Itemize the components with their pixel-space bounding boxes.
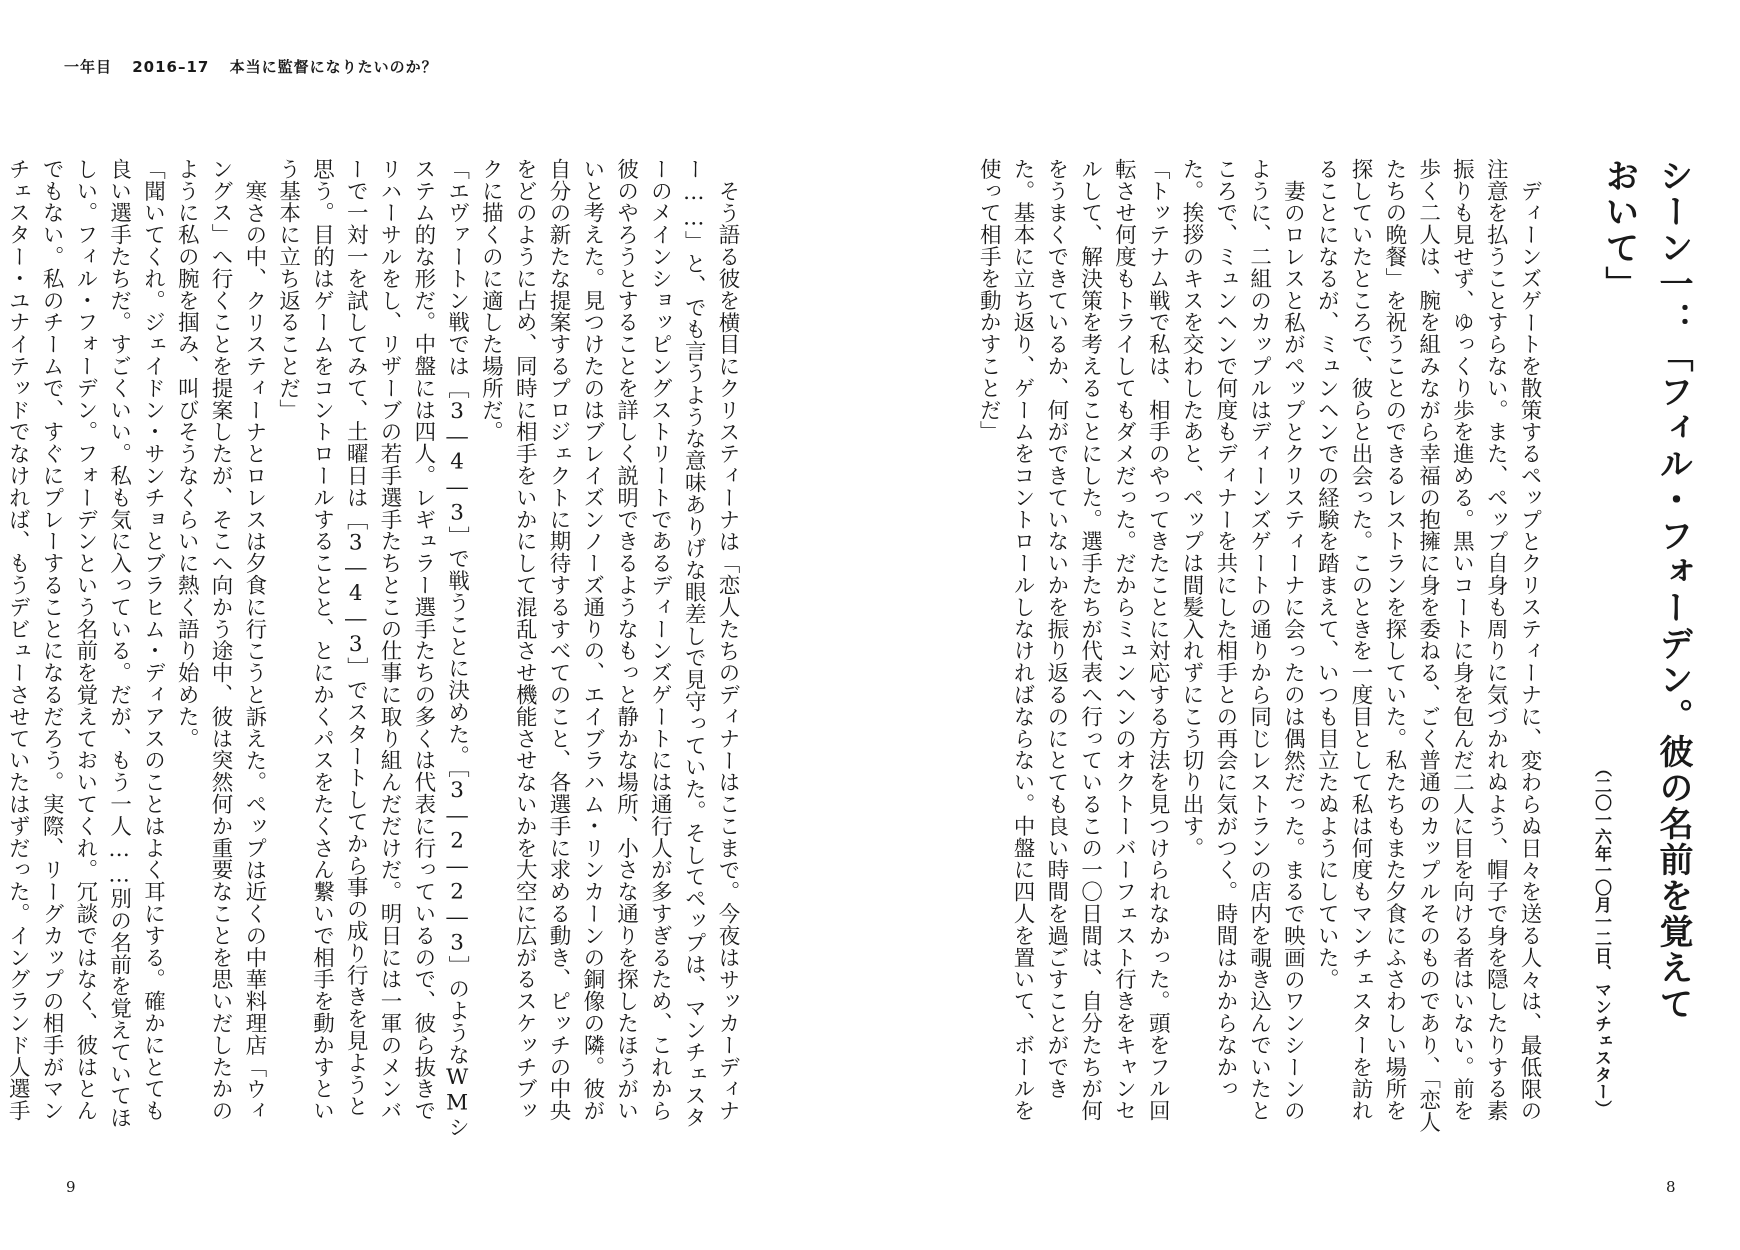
- running-head-season: 2016–17: [132, 58, 210, 76]
- running-head-chapter: 本当に監督になりたいのか？: [229, 58, 438, 76]
- paragraph: ディーンズゲートを散策するペップとクリスティーナに、変わらぬ日々を送る人々は、最低限の注意を払うことすらない。また、ペップ自身も周りに気づかれぬよう、帽子で身を隠したりする素振りも見せず、ゆっくり歩を進める。黒いコートに身を包んだ二人に目を向ける者はいない。前を歩く二人は、腕を組みながら幸福の抱擁に身を委ねる、ごく普通のカップルそのものであり、「恋人たちの晩餐」を祝うことのできるレストランを探していた。私たちもまた夕食にふさわしい場所を探していたところで、彼らと出会った。このときを一度目として私は何度もマンチェスターを訪れることになるが、ミュンヘンでの経験を踏まえて、いつも目立たぬようにしていた。: [1314, 158, 1542, 1133]
- scene-dateline: （二〇一六年一〇月一二日、マンチェスター）: [1591, 760, 1611, 1117]
- left-page-body: [5, 158, 744, 1138]
- paragraph: 妻のロレスと私がペップとクリスティーナに会ったのは偶然だった。まるで映画のワンシーンのように、二組のカップルはディーンズゲートの通りから同じレストランの店内を覗き込んでいたところで、ミュンヘンで何度もディナーを共にした相手との再会に気がつく。時間はかからなかった。挨拶のキスを交わしたあと、ペップは間髪入れずにこう切り出す。: [1179, 158, 1306, 1122]
- page-number-right: 8: [1666, 1178, 1676, 1196]
- running-head: [64, 56, 438, 77]
- paragraph: 「エヴァートン戦では［3―4―3］で戦うことに決めた。［3―2―2―3］のようなWMシステム的な形だ。中盤には四人。レギュラー選手たちの多くは代表に行っているので、彼ら抜きでリハーサルをし、リザーブの若手選手たちとこの仕事に取り組んだだけだ。明日には一軍のメンバーで一対一を試してみて、土曜日は［3―4―3］でスタートしてから事の成り行きを見ようと思う。目的はゲームをコントロールすることと、とにかくパスをたくさん繋いで相手を動かすという基本に立ち返ることだ」: [275, 158, 470, 1138]
- paragraph: そう語る彼を横目にクリスティーナは「恋人たちのディナーはここまで。今夜はサッカーディナー……」と、でも言うような意味ありげな眼差しで見守っていた。そしてペップは、マンチェスターのメインショッピングストリートであるディーンズゲートには通行人が多すぎるため、これから彼のやろうとすることを詳しく説明できるようなもっと静かな場所、小さな通りを探したほうがいいと考えた。見つけたのはブレイズンノーズ通りの、エイブラハム・リンカーンの銅像の隣。彼が自分の新たな提案するプロジェクトに期待するすべてのこと、各選手に求める動き、ピッチの中央をどのように占め、同時に相手をいかにして混乱させ機能させないかを大空に広がるスケッチブックに描くのに適した場所だ。: [478, 158, 740, 1129]
- right-page-body: [976, 158, 1546, 1138]
- running-head-part: 一年目: [64, 58, 113, 76]
- paragraph: 「聞いてくれ。ジェイドン・サンチョとブラヒム・ディアスのことはよく耳にする。確かにとても良い選手たちだ。すごくいい。私も気に入っている。だが、もう一人……別の名前を覚えていてほしい。フィル・フォーデン。フォーデンという名前を覚えておいてくれ。冗談ではなく、彼はとんでもない。私のチームで、すぐにプレーすることになるだろう。実際、リーグカップの相手がマンチェスター・ユナイテッドでなければ、もうデビューさせていたはずだった。イングランド人選手: [5, 158, 166, 1129]
- paragraph: 寒さの中、クリスティーナとロレスは夕食に行こうと訴えた。ペップは近くの中華料理店「ウィングス」へ行くことを提案したが、そこへ向かう途中、彼は突然何か重要なことを思いだしたかのように私の腕を掴み、叫びそうなくらいに熱く語り始めた。: [174, 158, 267, 1122]
- paragraph: 「トッテナム戦で私は、相手のやってきたことに対応する方法を見つけられなかった。頭をフル回転させ何度もトライしてもダメだった。だからミュンヘンのオクトーバーフェスト行きをキャンセルして、解決策を考えることにした。選手たちが代表へ行っているこの一〇日間は、自分たちが何をうまくできているか、何ができていないかを振り返るのにとても良い時間を過ごすことができた。基本に立ち返り、ゲームをコントロールしなければならない。中盤に四人を置いて、ボールを使って相手を動かすことだ」: [976, 158, 1171, 1122]
- page-number-left: 9: [66, 1178, 76, 1196]
- scene-title: シーン一：「フィル・フォーデン。彼の名前を覚えておいて」: [1599, 158, 1693, 1022]
